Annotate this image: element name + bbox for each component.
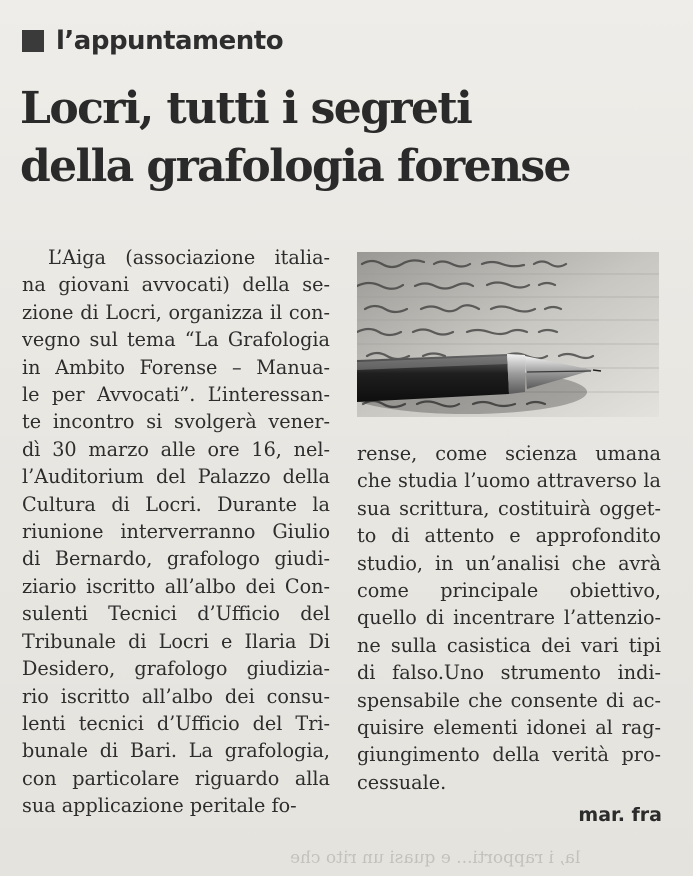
article-text-line: L’Aiga (associazione italia- — [48, 246, 330, 269]
article-text-line: to di attento e approfondito — [357, 524, 661, 548]
article-text-line: te incontro si svolgerà vener- — [22, 410, 330, 434]
article-text-line: che studia l’uomo attraverso la — [357, 469, 661, 493]
article-text-line: ziario iscritto all’albo dei Con- — [22, 574, 330, 598]
article-headline — [20, 80, 660, 196]
article-text-line: vegno sul tema “La Grafologia — [22, 328, 330, 352]
article-text-line: giungimento della verità pro- — [357, 743, 661, 767]
article-text-line: di Bernardo, grafologo giudi- — [22, 547, 330, 571]
article-text-line: riunione interverranno Giulio — [22, 520, 330, 544]
article-text-line: Cultura di Locri. Durante la — [22, 492, 330, 516]
bleed-through-text: la, i rapporti... e quasi un rito che — [290, 848, 581, 868]
article-text-line: ne sulla casistica dei vari tipi — [357, 633, 661, 657]
article-text-line: na giovani avvocati) della se- — [22, 273, 330, 297]
article-text-line: sua scrittura, costituirà ogget- — [357, 496, 661, 520]
article-text-line: sulenti Tecnici d’Ufficio del — [22, 602, 330, 626]
article-text-line: quisire elementi idonei al rag- — [357, 716, 661, 740]
fountain-pen-photo — [357, 252, 659, 417]
author-signature: mar. fra — [578, 804, 662, 826]
article-text-line: quello di incentrare l’attenzio- — [357, 606, 661, 630]
article-text-line: in Ambito Forense – Manua- — [22, 355, 330, 379]
headline-line-1: Locri, tutti i segreti — [20, 83, 472, 134]
article-text-line: cessuale. — [357, 770, 447, 794]
article-text-line: le per Avvocati”. L’interessan- — [22, 383, 330, 407]
article-text-line: zione di Locri, organizza il con- — [22, 300, 330, 324]
article-text-line: bunale di Bari. La grafologia, — [22, 739, 330, 763]
article-text-line: rense, come scienza umana — [357, 442, 661, 465]
article-text-line: studio, in un’analisi che avrà — [357, 551, 661, 575]
section-kicker — [22, 26, 283, 56]
kicker-label: l’appuntamento — [56, 26, 284, 56]
article-text-line: lenti tecnici d’Ufficio del Tri- — [22, 711, 330, 735]
article-text-line: l’Auditorium del Palazzo della — [22, 465, 330, 489]
article-text-line: di falso.Uno strumento indi- — [357, 661, 661, 685]
article-text-line: spensabile che consente di ac- — [357, 688, 661, 712]
kicker-square-icon — [22, 30, 44, 52]
headline-line-2: della grafologia forense — [20, 141, 570, 192]
article-body-right-column — [357, 440, 661, 796]
article-text-line: Desidero, grafologo giudizia- — [22, 657, 330, 681]
article-text-line: sua applicazione peritale fo- — [22, 794, 297, 818]
article-text-line: come principale obiettivo, — [357, 579, 661, 603]
article-text-line: dì 30 marzo alle ore 16, nel- — [22, 437, 330, 461]
article-text-line: con particolare riguardo alla — [22, 766, 330, 790]
article-body-left-column — [22, 244, 330, 820]
article-text-line: Tribunale di Locri e Ilaria Di — [22, 629, 330, 653]
article-text-line: rio iscritto all’albo dei consu- — [22, 684, 330, 708]
